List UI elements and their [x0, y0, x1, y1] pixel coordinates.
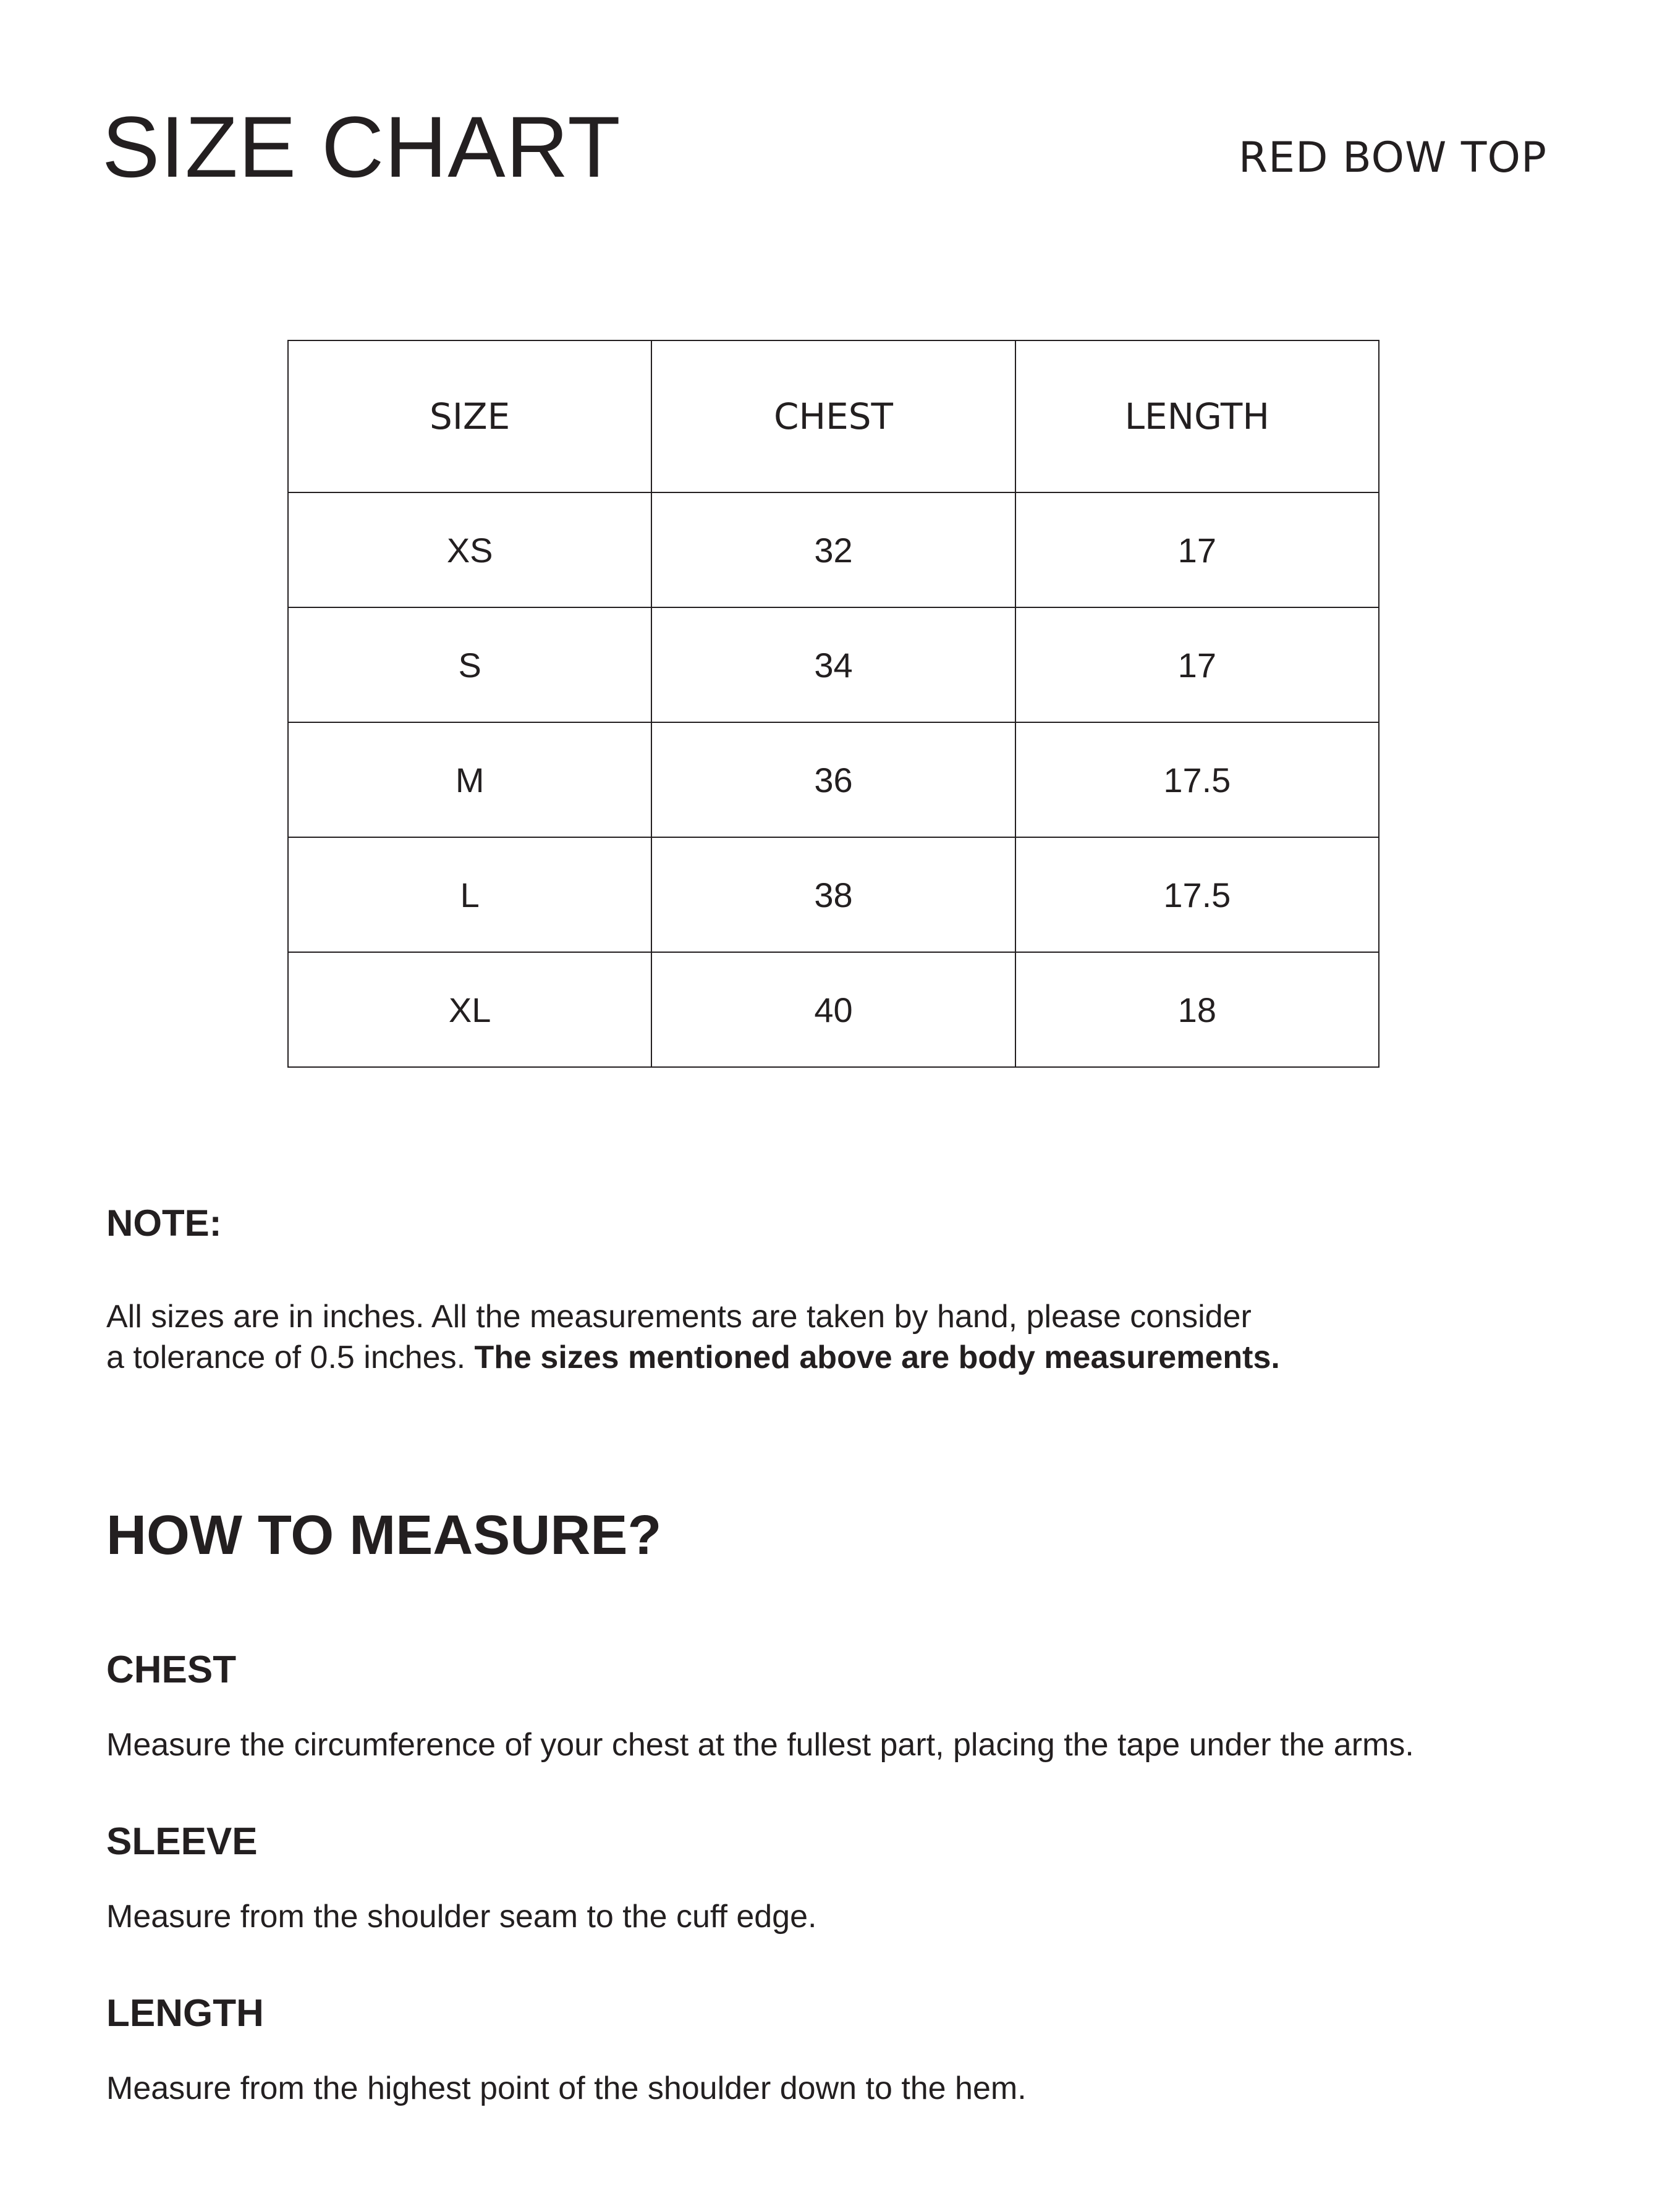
size-table [287, 340, 1379, 1068]
measure-description-chest: Measure the circumference of your chest at the fullest part, placing the tape under the arms. [106, 1727, 1414, 1763]
table-row [288, 607, 1379, 722]
measure-description-length: Measure from the highest point of the shoulder down to the hem. [106, 2071, 1027, 2106]
page-title: SIZE CHART [102, 98, 621, 195]
cell-length: 17.5 [1015, 837, 1379, 952]
cell-chest: 34 [651, 607, 1015, 722]
cell-length: 17 [1015, 607, 1379, 722]
cell-size: L [288, 837, 651, 952]
note-line-2: a tolerance of 0.5 inches. [106, 1340, 466, 1375]
cell-length: 17 [1015, 492, 1379, 607]
measure-item-length [106, 1992, 1027, 2106]
table-row [288, 722, 1379, 837]
measure-item-chest [106, 1648, 1414, 1763]
column-header-length: LENGTH [1015, 340, 1379, 492]
cell-size: XL [288, 952, 651, 1067]
cell-chest: 40 [651, 952, 1015, 1067]
measure-label-length: LENGTH [106, 1992, 264, 2035]
measure-item-sleeve [106, 1820, 817, 1935]
cell-size: S [288, 607, 651, 722]
table-row [288, 952, 1379, 1067]
cell-size: M [288, 722, 651, 837]
table-row [288, 492, 1379, 607]
how-to-measure-heading: HOW TO MEASURE? [106, 1505, 662, 1566]
column-header-size: SIZE [288, 340, 651, 492]
column-header-chest: CHEST [651, 340, 1015, 492]
measure-label-sleeve: SLEEVE [106, 1820, 258, 1863]
table-row [288, 837, 1379, 952]
note-line-1: All sizes are in inches. All the measurements are taken by hand, please consider [106, 1299, 1252, 1335]
cell-chest: 36 [651, 722, 1015, 837]
note-heading: NOTE: [106, 1202, 222, 1244]
cell-chest: 38 [651, 837, 1015, 952]
cell-length: 17.5 [1015, 722, 1379, 837]
table-header-row [288, 340, 1379, 492]
cell-length: 18 [1015, 952, 1379, 1067]
product-name: RED BOW TOP [1238, 133, 1547, 182]
measure-label-chest: CHEST [106, 1648, 237, 1691]
note-text [106, 1296, 1528, 1378]
measure-description-sleeve: Measure from the shoulder seam to the cuff edge. [106, 1899, 817, 1935]
cell-size: XS [288, 492, 651, 607]
cell-chest: 32 [651, 492, 1015, 607]
note-bold-text: The sizes mentioned above are body measurements. [474, 1340, 1280, 1375]
